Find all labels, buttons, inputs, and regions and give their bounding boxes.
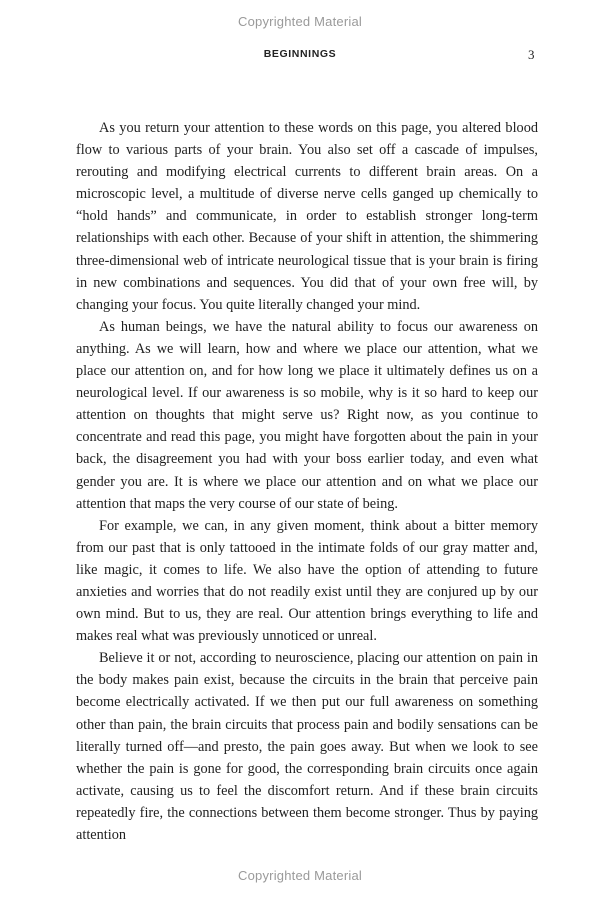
paragraph-3: For example, we can, in any given moment, think about a bitter memory from our past that is only tattooed in the intimate folds of our gray matter and, like magic, it comes to life. We also have the option of attending to future anxieties and worries that do not readily exist until they are conjured up by our own mind. But to us, they are real. Our attention brings everything to life and makes real what was previously unnoticed or unreal. [76, 517, 538, 645]
paragraph-2: As human beings, we have the natural ability to focus our awareness on anything. As we will learn, how and where we place our attention, what we place our attention on, and for how long we place it ultimately defines us on a neurological level. If our awareness is so mobile, why is it so hard to keep our attention on thoughts that might serve us? Right now, as you continue to concentrate and read this page, you might have forgotten about the pain in your back, the disagreement you had with your boss earlier today, and even what gender you are. It is where we place our attention and on what we place our attention that maps the very course of our state of being. [76, 318, 538, 512]
paragraph-1: As you return your attention to these words on this page, you altered blood flow to various parts of your brain. You also set off a cascade of impulses, rerouting and modifying electrical currents to different brain areas. On a microscopic level, a multitude of diverse nerve cells ganged up chemically to “hold hands” and communicate, in order to establish stronger long-term relationships with each other. Because of your shift in attention, the shimmering three-dimensional web of intricate neurological tissue that is your brain is firing in new combinations and sequences. You did that of your own free will, by changing your focus. You quite literally changed your mind. [76, 120, 538, 313]
copyright-watermark-bottom: Copyrighted Material [238, 868, 362, 883]
paragraph-4: Believe it or not, according to neuroscience, placing our attention on pain in the body makes pain exist, because the circuits in the brain that perceive pain become electrically activated. If we then put our full awareness on something other than pain, the brain circuits that process pain and bodily sensations can be literally turned off—and presto, the pain goes away. But when we look to see whether the pain is gone for good, the corresponding brain circuits once again activate, causing us to feel the discomfort return. And if these brain circuits repeatedly fire, the connections between them become stronger. Thus by paying attention [76, 650, 538, 843]
body-text [76, 117, 538, 846]
copyright-watermark-top: Copyrighted Material [238, 14, 362, 29]
running-head: BEGINNINGS [263, 48, 337, 60]
page-number: 3 [528, 47, 535, 62]
